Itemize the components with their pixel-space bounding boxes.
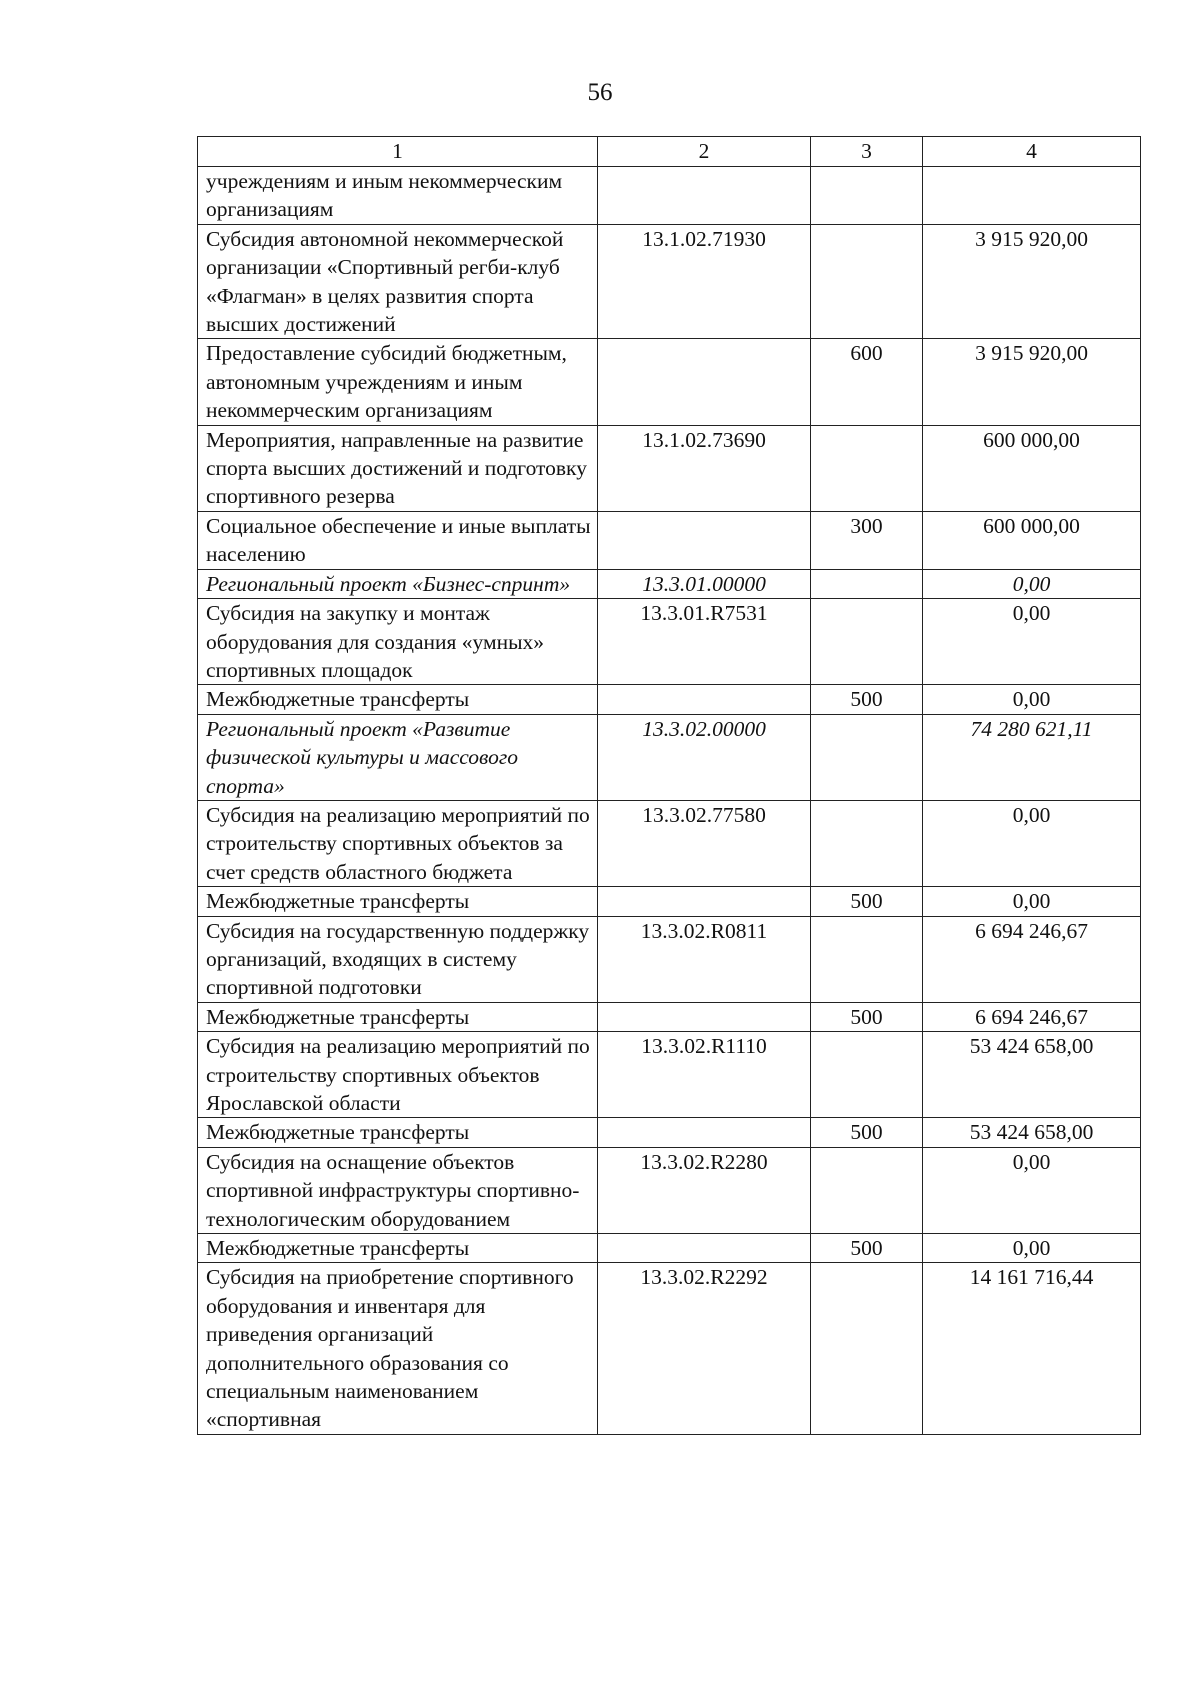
- row-kind-cell: [811, 1032, 923, 1118]
- row-name-cell: Субсидия на реализацию мероприятий по строительству спортивных объектов Ярославской области: [198, 1032, 598, 1118]
- table-row: [198, 511, 1141, 569]
- row-kind-cell: [811, 425, 923, 511]
- table-row: [198, 916, 1141, 1002]
- row-code-cell: [598, 339, 811, 425]
- row-amount-cell: 0,00: [923, 685, 1141, 714]
- table-row: [198, 224, 1141, 339]
- row-name-cell: Межбюджетные трансферты: [198, 1234, 598, 1263]
- table-row: [198, 1234, 1141, 1263]
- row-amount-cell: 0,00: [923, 800, 1141, 886]
- row-code-cell: 13.3.02.R0811: [598, 916, 811, 1002]
- table-row: [198, 1002, 1141, 1031]
- row-kind-cell: 500: [811, 685, 923, 714]
- row-amount-cell: [923, 167, 1141, 225]
- row-amount-cell: 74 280 621,11: [923, 714, 1141, 800]
- row-amount-cell: 0,00: [923, 599, 1141, 685]
- row-name-cell: Субсидия на закупку и монтаж оборудования для создания «умных» спортивных площадок: [198, 599, 598, 685]
- row-kind-cell: 600: [811, 339, 923, 425]
- table-row: [198, 1147, 1141, 1233]
- row-name-cell: Мероприятия, направленные на развитие спорта высших достижений и подготовку спортивного резерва: [198, 425, 598, 511]
- table-row: [198, 685, 1141, 714]
- row-code-cell: [598, 1118, 811, 1147]
- table-header-row: [198, 137, 1141, 167]
- header-cell-2: 2: [598, 137, 811, 167]
- table-row: [198, 1032, 1141, 1118]
- row-code-cell: 13.3.02.R2292: [598, 1263, 811, 1434]
- page-number: 56: [587, 79, 613, 106]
- table-row: [198, 887, 1141, 916]
- row-name-cell: Субсидия на реализацию мероприятий по строительству спортивных объектов за счет средств областного бюджета: [198, 800, 598, 886]
- row-kind-cell: 500: [811, 1002, 923, 1031]
- table-row: [198, 1118, 1141, 1147]
- row-kind-cell: [811, 916, 923, 1002]
- row-kind-cell: [811, 569, 923, 598]
- row-code-cell: [598, 685, 811, 714]
- row-amount-cell: 600 000,00: [923, 425, 1141, 511]
- table-row: [198, 569, 1141, 598]
- table-row: [198, 800, 1141, 886]
- header-cell-1: 1: [198, 137, 598, 167]
- row-code-cell: [598, 511, 811, 569]
- row-code-cell: 13.1.02.71930: [598, 224, 811, 339]
- row-amount-cell: 14 161 716,44: [923, 1263, 1141, 1434]
- row-code-cell: 13.3.02.R2280: [598, 1147, 811, 1233]
- row-amount-cell: 3 915 920,00: [923, 339, 1141, 425]
- row-code-cell: 13.3.02.00000: [598, 714, 811, 800]
- budget-table: [197, 136, 1141, 1435]
- row-code-cell: 13.1.02.73690: [598, 425, 811, 511]
- table-body: [198, 167, 1141, 1435]
- row-name-cell: Межбюджетные трансферты: [198, 1002, 598, 1031]
- row-kind-cell: 500: [811, 887, 923, 916]
- row-name-cell: Субсидия на приобретение спортивного оборудования и инвентаря для приведения организаций дополнительного образования со специальным наименованием «спортивная: [198, 1263, 598, 1434]
- row-amount-cell: 3 915 920,00: [923, 224, 1141, 339]
- row-kind-cell: [811, 1147, 923, 1233]
- row-code-cell: [598, 1234, 811, 1263]
- row-kind-cell: [811, 1263, 923, 1434]
- row-kind-cell: [811, 599, 923, 685]
- row-name-cell: учреждениям и иным некоммерческим организациям: [198, 167, 598, 225]
- row-amount-cell: 0,00: [923, 569, 1141, 598]
- row-kind-cell: [811, 224, 923, 339]
- row-amount-cell: 0,00: [923, 1234, 1141, 1263]
- row-kind-cell: [811, 800, 923, 886]
- row-amount-cell: 0,00: [923, 1147, 1141, 1233]
- header-cell-4: 4: [923, 137, 1141, 167]
- row-amount-cell: 53 424 658,00: [923, 1032, 1141, 1118]
- row-name-cell: Региональный проект «Развитие физической культуры и массового спорта»: [198, 714, 598, 800]
- row-amount-cell: 6 694 246,67: [923, 916, 1141, 1002]
- row-name-cell: Субсидия на государственную поддержку организаций, входящих в систему спортивной подготовки: [198, 916, 598, 1002]
- row-kind-cell: [811, 167, 923, 225]
- row-kind-cell: 500: [811, 1234, 923, 1263]
- table-row: [198, 599, 1141, 685]
- row-name-cell: Предоставление субсидий бюджетным, автономным учреждениям и иным некоммерческим организациям: [198, 339, 598, 425]
- row-code-cell: [598, 167, 811, 225]
- row-kind-cell: 300: [811, 511, 923, 569]
- row-amount-cell: 0,00: [923, 887, 1141, 916]
- row-name-cell: Межбюджетные трансферты: [198, 887, 598, 916]
- table-row: [198, 714, 1141, 800]
- row-code-cell: [598, 887, 811, 916]
- row-code-cell: [598, 1002, 811, 1031]
- row-name-cell: Межбюджетные трансферты: [198, 685, 598, 714]
- row-name-cell: Субсидия автономной некоммерческой организации «Спортивный регби-клуб «Флагман» в целях развития спорта высших достижений: [198, 224, 598, 339]
- table-row: [198, 1263, 1141, 1434]
- row-amount-cell: 6 694 246,67: [923, 1002, 1141, 1031]
- row-code-cell: 13.3.01.R7531: [598, 599, 811, 685]
- row-name-cell: Региональный проект «Бизнес-спринт»: [198, 569, 598, 598]
- row-amount-cell: 53 424 658,00: [923, 1118, 1141, 1147]
- row-kind-cell: [811, 714, 923, 800]
- table-row: [198, 167, 1141, 225]
- row-name-cell: Межбюджетные трансферты: [198, 1118, 598, 1147]
- row-kind-cell: 500: [811, 1118, 923, 1147]
- row-code-cell: 13.3.01.00000: [598, 569, 811, 598]
- row-name-cell: Социальное обеспечение и иные выплаты населению: [198, 511, 598, 569]
- table-row: [198, 339, 1141, 425]
- row-code-cell: 13.3.02.77580: [598, 800, 811, 886]
- header-cell-3: 3: [811, 137, 923, 167]
- row-code-cell: 13.3.02.R1110: [598, 1032, 811, 1118]
- row-amount-cell: 600 000,00: [923, 511, 1141, 569]
- table-row: [198, 425, 1141, 511]
- row-name-cell: Субсидия на оснащение объектов спортивной инфраструктуры спортивно-технологическим оборудованием: [198, 1147, 598, 1233]
